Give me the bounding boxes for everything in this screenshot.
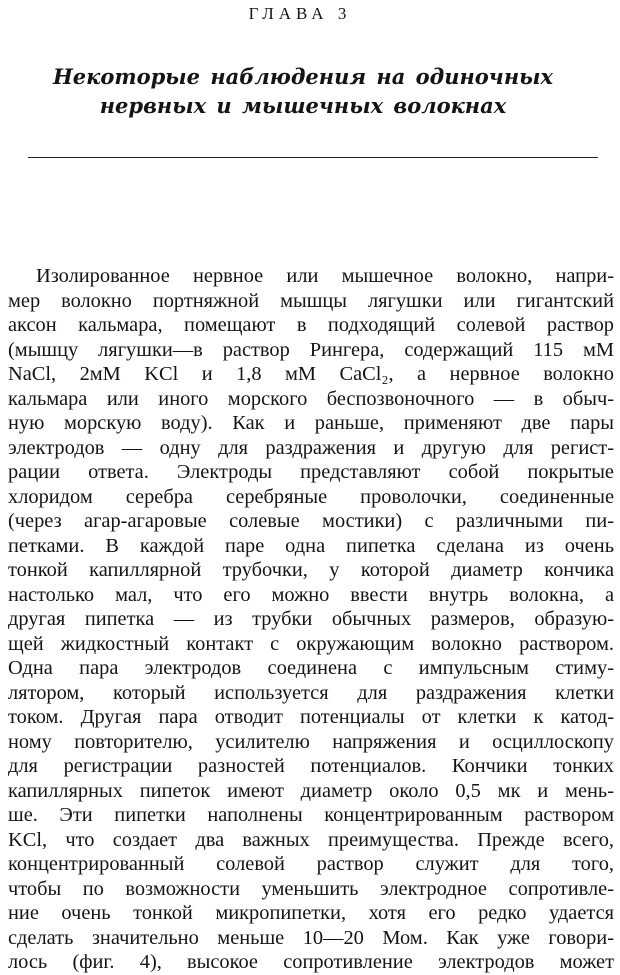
text-line: Изолированное нервное или мышечное волокно, напри- bbox=[36, 265, 614, 287]
chapter-title-line-2: нервных и мышечных волокнах bbox=[99, 93, 507, 118]
title-divider bbox=[28, 157, 598, 158]
text-line: Одна пара электродов соединена с импульсным стиму- bbox=[8, 657, 614, 679]
text-line: (мышцу лягушки—в раствор Рингера, содержащий 115 мМ bbox=[8, 338, 614, 361]
text-line: (через агар-агаровые солевые мостики) с различными пи- bbox=[8, 510, 614, 532]
text-line: сделать значительно меньше 10—20 Мом. Как уже говори- bbox=[8, 926, 614, 949]
chapter-title bbox=[0, 62, 606, 120]
body-paragraph bbox=[8, 264, 614, 975]
text-line: настолько мал, что его можно ввести внутрь волокна, а bbox=[8, 583, 614, 606]
text-line: ному повторителю, усилителю напряжения и осциллоскопу bbox=[8, 730, 614, 753]
text-line: ние очень тонкой микропипетки, хотя его редко удается bbox=[8, 902, 614, 924]
chapter-label: ГЛАВА 3 bbox=[248, 4, 352, 23]
text-line: лось (фиг. 4), высокое сопротивление электродов может bbox=[8, 951, 614, 973]
text-line: хлоридом серебра серебряные проволочки, соединенные bbox=[8, 485, 614, 508]
text-line: капиллярных пипеток имеют диаметр около 0,5 мк и мень- bbox=[8, 779, 614, 802]
text-line: лятором, который используется для раздражения клетки bbox=[8, 681, 614, 704]
text-line: тонкой капиллярной трубочки, у которой диаметр кончика bbox=[8, 559, 614, 581]
text-line: электродов — одну для раздражения и другую для регист- bbox=[8, 436, 614, 459]
text-line: концентрированный солевой раствор служит для того, bbox=[8, 853, 614, 875]
text-line: током. Другая пара отводит потенциалы от клетки к катод- bbox=[8, 706, 614, 728]
text-line: аксон кальмара, помещают в подходящий солевой раствор bbox=[8, 314, 614, 336]
text-line: щей жидкостный контакт с окружающим волокно раствором. bbox=[8, 632, 614, 655]
text-line: для регистрации разностей потенциалов. Кончики тонких bbox=[8, 755, 614, 777]
text-line: другая пипетка — из трубки обычных размеров, образую- bbox=[8, 608, 614, 630]
text-line: кальмара или иного морского беспозвоночного — в обыч- bbox=[8, 387, 614, 410]
text-line: NaCl, 2мМ KCl и 1,8 мМ CaCl₂, а нервное волокно bbox=[8, 363, 614, 385]
text-line: петками. В каждой паре одна пипетка сделана из очень bbox=[8, 534, 614, 557]
text-line: чтобы по возможности уменьшить электродное сопротивле- bbox=[8, 877, 614, 900]
chapter-title-line-1: Некоторые наблюдения на одиночных bbox=[52, 64, 554, 89]
text-line: рации ответа. Электроды представляют собой покрытые bbox=[8, 461, 614, 483]
text-line: мер волокно портняжной мышцы лягушки или гигантский bbox=[8, 289, 614, 312]
text-line: ную морскую воду). Как и раньше, применяют две пары bbox=[8, 412, 614, 434]
text-line: KCl, что создает два важных преимущества. Прежде всего, bbox=[8, 828, 614, 851]
text-line: ше. Эти пипетки наполнены концентрированным раствором bbox=[8, 804, 614, 826]
